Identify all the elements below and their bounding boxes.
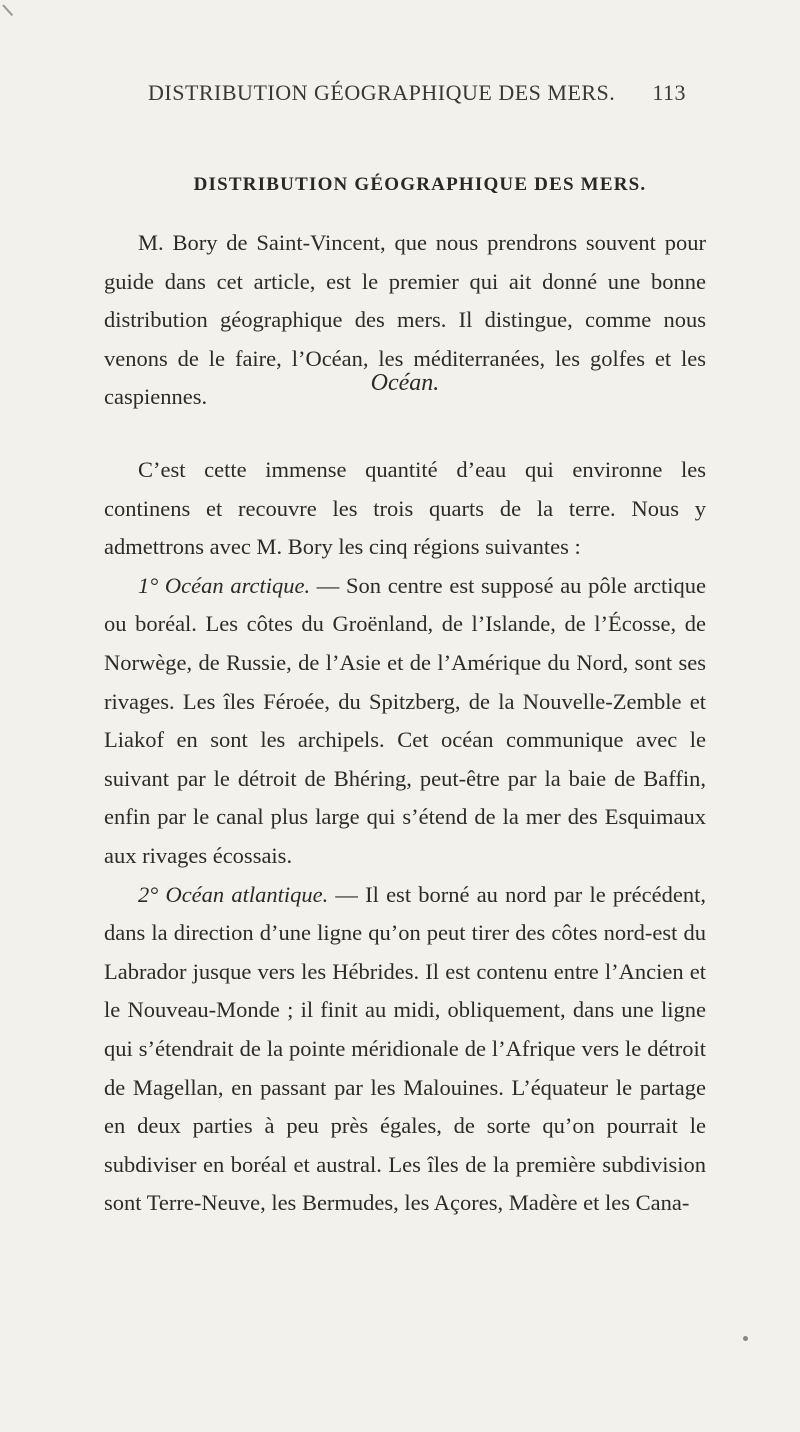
running-head-title: DISTRIBUTION GÉOGRAPHIQUE DES MERS. [148,80,616,105]
paragraph-lead: 2° Océan atlantique. [138,881,329,907]
paragraph-lead: 1° Océan arctique. [138,572,311,598]
paragraph-atlantic-ocean [104,876,706,1223]
paragraph-text: — Son centre est supposé au pôle arctique ou boréal. Les côtes du Groënland, de l’Islande, de l’Écosse, de Norwège, de Russie, de l’Asie et de l’Amérique du Nord, sont ses rivages. Les îles Féroée, du Spitzberg, de la Nouvelle-Zemble et Liakof en sont les archipels. Cet océan communique avec le suivant par le détroit de Bhéring, peut-être par la baie de Baffin, enfin par le canal plus large qui s’étend de la mer des Esquimaux aux rivages écossais. [104,572,707,868]
main-text [104,451,706,1223]
paragraph-text: C’est cette immense quantité d’eau qui environne les continens et recouvre les trois quarts de la terre. Nous y admettrons avec M. Bory les cinq régions suivantes : [104,457,706,560]
paper-mark [2,4,13,16]
subheading-ocean: Océan. [370,370,440,396]
section-title: DISTRIBUTION GÉOGRAPHIQUE DES MERS. [193,174,647,195]
paragraph-ocean-definition [104,451,706,567]
running-head [148,80,686,106]
paragraph-arctic-ocean [104,567,706,876]
paragraph-text: — Il est borné au nord par le précédent, dans la direction d’une ligne qu’on peut tirer des côtes nord-est du Labrador jusque vers les Hébrides. Il est contenu entre l’Ancien et le Nouveau-Monde ; il finit au midi, obliquement, dans une ligne qui s’étendrait de la pointe méridionale de l’Afrique vers le détroit de Magellan, en passant par les Malouines. L’équateur le partage en deux parties à peu près égales, de sorte qu’on pourrait le subdiviser en boréal et austral. Les îles de la première subdivision sont Terre-Neuve, les Bermudes, les Açores, Madère et les Cana- [104,881,706,1216]
page-number: 113 [652,80,686,105]
paper-speck [743,1336,748,1341]
intro-paragraph: M. Bory de Saint-Vincent, que nous prendrons souvent pour guide dans cet article, est le premier qui ait donné une bonne distribution géographique des mers. Il distingue, comme nous venons de le faire, l’Océan, les méditerranées, les golfes et les caspiennes. [104,230,706,410]
